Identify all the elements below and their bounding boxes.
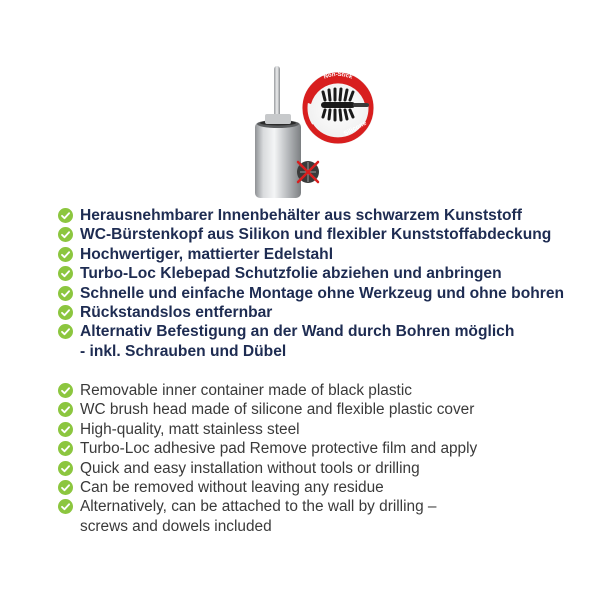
check-circle-icon bbox=[58, 499, 73, 514]
feature-item-de-5 bbox=[58, 284, 588, 303]
check-circle-icon bbox=[58, 266, 73, 281]
feature-text: High-quality, matt stainless steel bbox=[80, 420, 300, 438]
feature-item-en-6 bbox=[58, 478, 588, 497]
feature-text: Can be removed without leaving any residue bbox=[80, 479, 384, 497]
holder-body bbox=[255, 122, 301, 198]
feature-text: Removable inner container made of black plastic bbox=[80, 382, 412, 399]
feature-item-en-5 bbox=[58, 459, 588, 478]
feature-text: Schnelle und einfache Montage ohne Werkzeug und ohne bohren bbox=[80, 284, 565, 302]
feature-item-de-4 bbox=[58, 264, 588, 283]
non-stick-badge bbox=[302, 72, 374, 144]
check-circle-icon bbox=[58, 480, 73, 495]
feature-text: Quick and easy installation without tools or drilling bbox=[80, 459, 420, 477]
feature-item-de-7 bbox=[58, 322, 588, 361]
badge-bottom-label: Silicone bbox=[342, 119, 368, 138]
feature-item-de-2 bbox=[58, 225, 588, 244]
wall-plate bbox=[265, 114, 291, 124]
feature-text-continued: - inkl. Schrauben und Dübel bbox=[80, 342, 287, 360]
feature-item-en-3 bbox=[58, 420, 588, 439]
feature-item-en-7 bbox=[58, 497, 588, 536]
feature-text: Alternatively, can be attached to the wall by drilling – bbox=[80, 498, 437, 516]
feature-item-en-2 bbox=[58, 400, 588, 419]
feature-text: Rückstandslos entfernbar bbox=[80, 304, 273, 322]
feature-item-en-1 bbox=[58, 381, 588, 400]
check-circle-icon bbox=[58, 247, 73, 262]
product-image bbox=[255, 62, 405, 212]
feature-item-en-4 bbox=[58, 439, 588, 458]
feature-item-de-3 bbox=[58, 245, 588, 264]
feature-text: Turbo-Loc adhesive pad Remove protective film and apply bbox=[80, 440, 478, 458]
feature-text: Herausnehmbarer Innenbehälter aus schwarzem Kunststoff bbox=[80, 207, 522, 224]
feature-list-german bbox=[58, 206, 588, 361]
feature-text: WC-Bürstenkopf aus Silikon und flexibler Kunststoffabdeckung bbox=[80, 226, 552, 244]
feature-text: Hochwertiger, mattierter Edelstahl bbox=[80, 245, 334, 263]
badge-top-label: Non-Stick bbox=[322, 71, 354, 81]
check-circle-icon bbox=[58, 383, 73, 398]
check-circle-icon bbox=[58, 461, 73, 476]
check-circle-icon bbox=[58, 422, 73, 437]
check-circle-icon bbox=[58, 402, 73, 417]
check-circle-icon bbox=[58, 324, 73, 339]
feature-text: Turbo-Loc Klebepad Schutzfolie abziehen und anbringen bbox=[80, 265, 502, 283]
feature-item-de-6 bbox=[58, 303, 588, 322]
feature-text: Alternativ Befestigung an der Wand durch Bohren möglich bbox=[80, 323, 515, 341]
check-circle-icon bbox=[58, 441, 73, 456]
check-circle-icon bbox=[58, 305, 73, 320]
feature-text: WC brush head made of silicone and flexible plastic cover bbox=[80, 401, 475, 419]
check-circle-icon bbox=[58, 286, 73, 301]
old-brush-crossed-icon bbox=[297, 161, 319, 183]
check-circle-icon bbox=[58, 227, 73, 242]
check-circle-icon bbox=[58, 208, 73, 223]
feature-text-continued: screws and dowels included bbox=[80, 517, 272, 535]
feature-list-english bbox=[58, 381, 588, 536]
feature-item-de-1 bbox=[58, 206, 588, 225]
